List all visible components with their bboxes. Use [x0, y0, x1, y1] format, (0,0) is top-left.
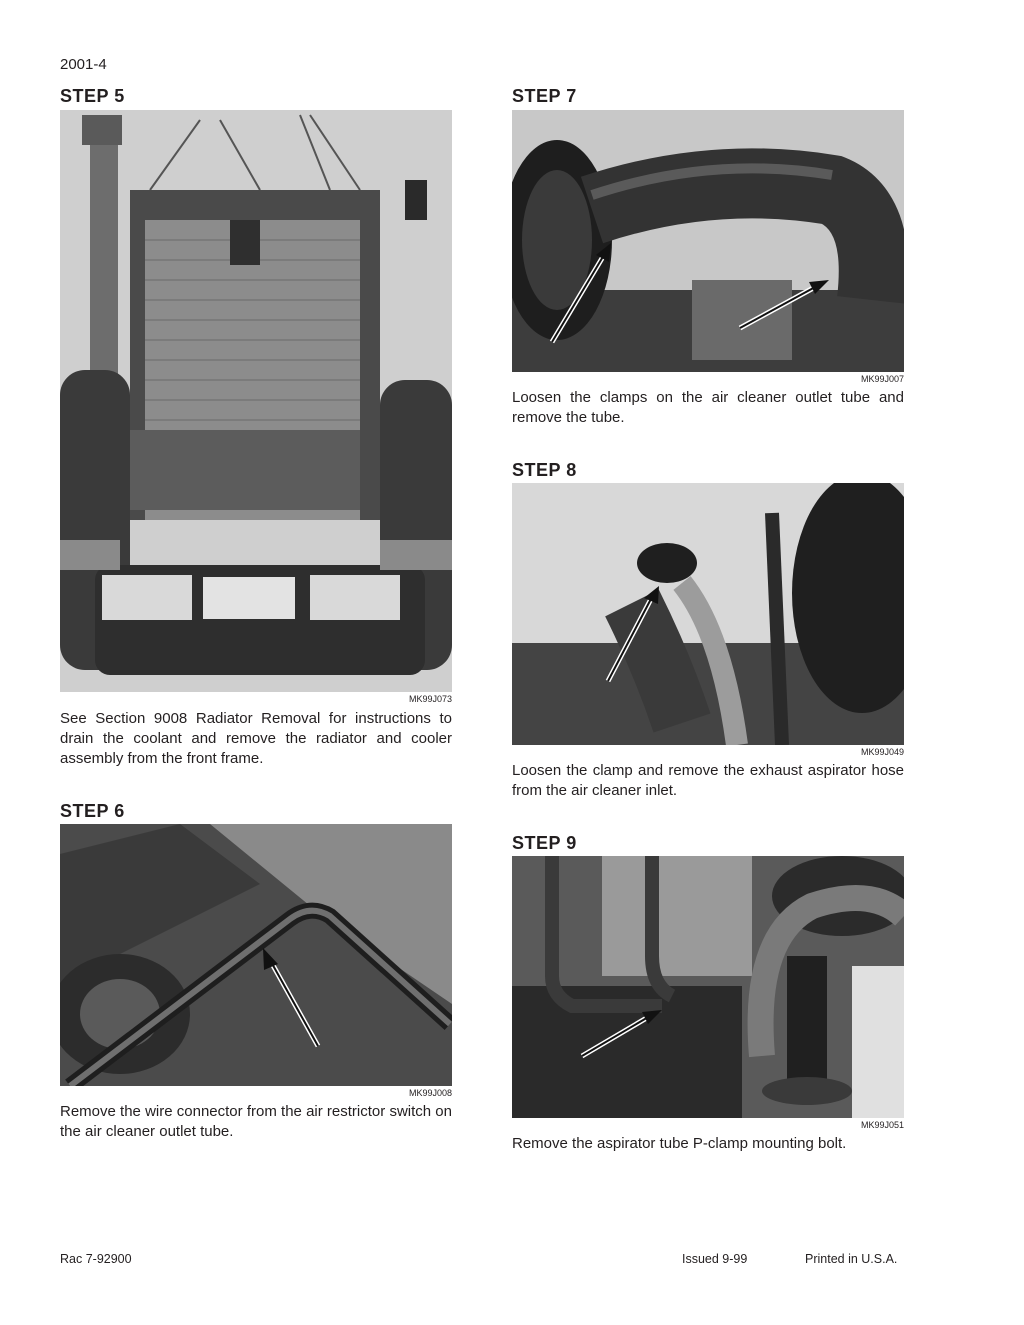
step-5-photo: [60, 110, 452, 692]
step-6-title: STEP 6: [60, 801, 125, 821]
step-6-photo: [60, 824, 452, 1086]
step-5-figure-id: MK99J073: [408, 694, 452, 704]
step-7-caption: Loosen the clamps on the air cleaner outlet tube and remove the tube.: [512, 389, 904, 426]
step-6-caption: Remove the wire connector from the air restrictor switch on the air cleaner outlet tube.: [60, 1103, 452, 1140]
step-8-caption: Loosen the clamp and remove the exhaust aspirator hose from the air cleaner inlet.: [512, 762, 904, 799]
step-7-photo: [512, 110, 904, 372]
step-9-photo: [512, 856, 904, 1118]
step-8-photo: [512, 483, 904, 745]
page-number-header: 2001-4: [60, 56, 107, 73]
step-7-figure-id: MK99J007: [860, 374, 904, 384]
step-5-title: STEP 5: [60, 86, 125, 106]
step-8-title: STEP 8: [512, 460, 577, 480]
step-6-figure-id: MK99J008: [408, 1088, 452, 1098]
step-7-title: STEP 7: [512, 86, 577, 106]
step-8-figure-id: MK99J049: [860, 747, 904, 757]
step-5-caption: See Section 9008 Radiator Removal for instructions to drain the coolant and remove the radiator and cooler assembly from the front frame.: [60, 710, 452, 767]
footer-issued-date: Issued 9-99: [682, 1252, 748, 1266]
step-9-figure-id: MK99J051: [860, 1120, 904, 1130]
step-9-title: STEP 9: [512, 833, 577, 853]
footer-printed-in: Printed in U.S.A.: [805, 1252, 898, 1266]
step-9-caption: Remove the aspirator tube P-clamp mounting bolt.: [512, 1135, 847, 1152]
footer-document-number: Rac 7-92900: [60, 1252, 132, 1266]
